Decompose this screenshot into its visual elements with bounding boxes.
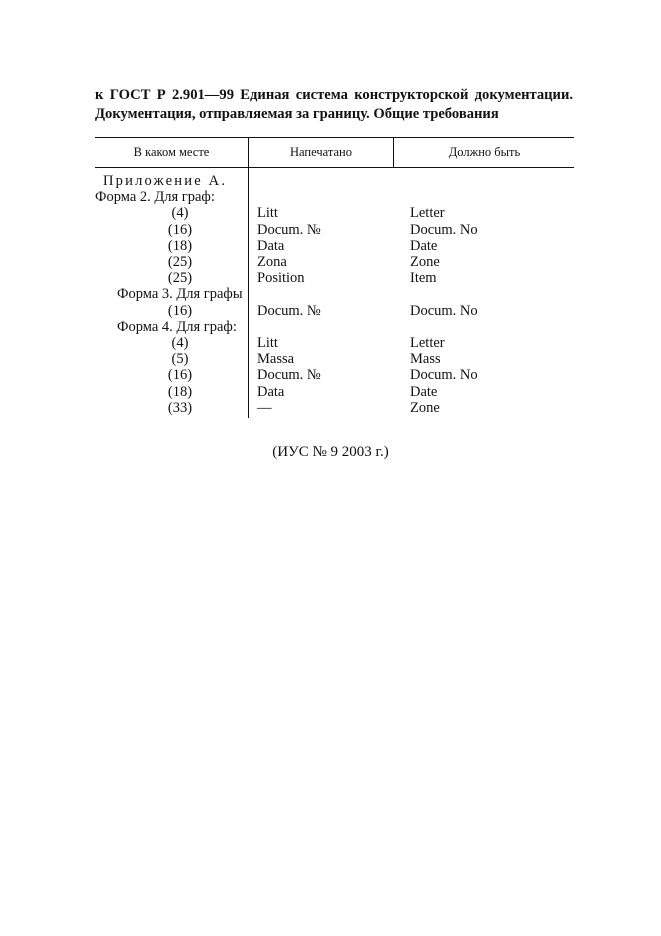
cell-printed: Data: [257, 383, 285, 400]
header-should-be: Должно быть: [448, 145, 521, 159]
cell-should-be: Mass: [410, 351, 441, 368]
header-printed: Напечатано: [290, 145, 352, 159]
footer-reference: (ИУС № 9 2003 г.): [272, 444, 389, 460]
cell-place: (25): [167, 270, 193, 287]
cell-should-be: Zone: [410, 399, 440, 416]
cell-printed: Litt: [257, 205, 278, 222]
cell-place: Форма 2. Для граф:: [95, 189, 215, 206]
cell-should-be: Date: [410, 237, 438, 254]
cell-should-be: Date: [410, 383, 438, 400]
cell-should-be: Letter: [410, 335, 445, 351]
cell-printed: Data: [257, 237, 285, 254]
cell-should-be: Letter: [410, 205, 445, 222]
cell-should-be: Zone: [410, 254, 440, 270]
cell-printed: Litt: [257, 335, 278, 351]
cell-place: (5): [171, 351, 189, 368]
cell-should-be: Docum. No: [410, 367, 478, 384]
cell-printed: Docum. №: [257, 221, 321, 238]
column-divider-2: [393, 137, 394, 167]
table-header-rule: [95, 167, 574, 168]
cell-place: (25): [167, 254, 193, 270]
cell-printed: Zona: [257, 254, 287, 270]
header-place: В каком месте: [133, 145, 210, 159]
table-top-rule: [95, 137, 574, 138]
cell-place: (16): [167, 221, 193, 238]
cell-should-be: Docum. No: [410, 302, 478, 319]
cell-place: Форма 3. Для графы: [117, 286, 243, 303]
cell-printed: Position: [257, 270, 305, 287]
cell-place: Форма 4. Для граф:: [117, 318, 237, 335]
cell-place: (18): [167, 237, 193, 254]
cell-place: (4): [171, 205, 189, 222]
cell-place: (18): [167, 383, 193, 400]
cell-should-be: Docum. No: [410, 221, 478, 238]
cell-place: (16): [167, 367, 193, 384]
cell-place: Приложение А.: [103, 173, 228, 189]
cell-printed: Docum. №: [257, 367, 321, 384]
document-title: к ГОСТ Р 2.901—99 Единая система конструкторской документации. Документация, отправляемая за границу. Общие требования: [95, 87, 573, 122]
cell-place: (33): [167, 399, 193, 416]
cell-printed: Docum. №: [257, 302, 321, 319]
cell-printed: —: [257, 399, 272, 416]
cell-place: (4): [171, 335, 189, 351]
cell-place: (16): [167, 302, 193, 319]
cell-should-be: Item: [410, 270, 437, 287]
cell-printed: Massa: [257, 351, 295, 368]
errata-table: [95, 137, 574, 418]
